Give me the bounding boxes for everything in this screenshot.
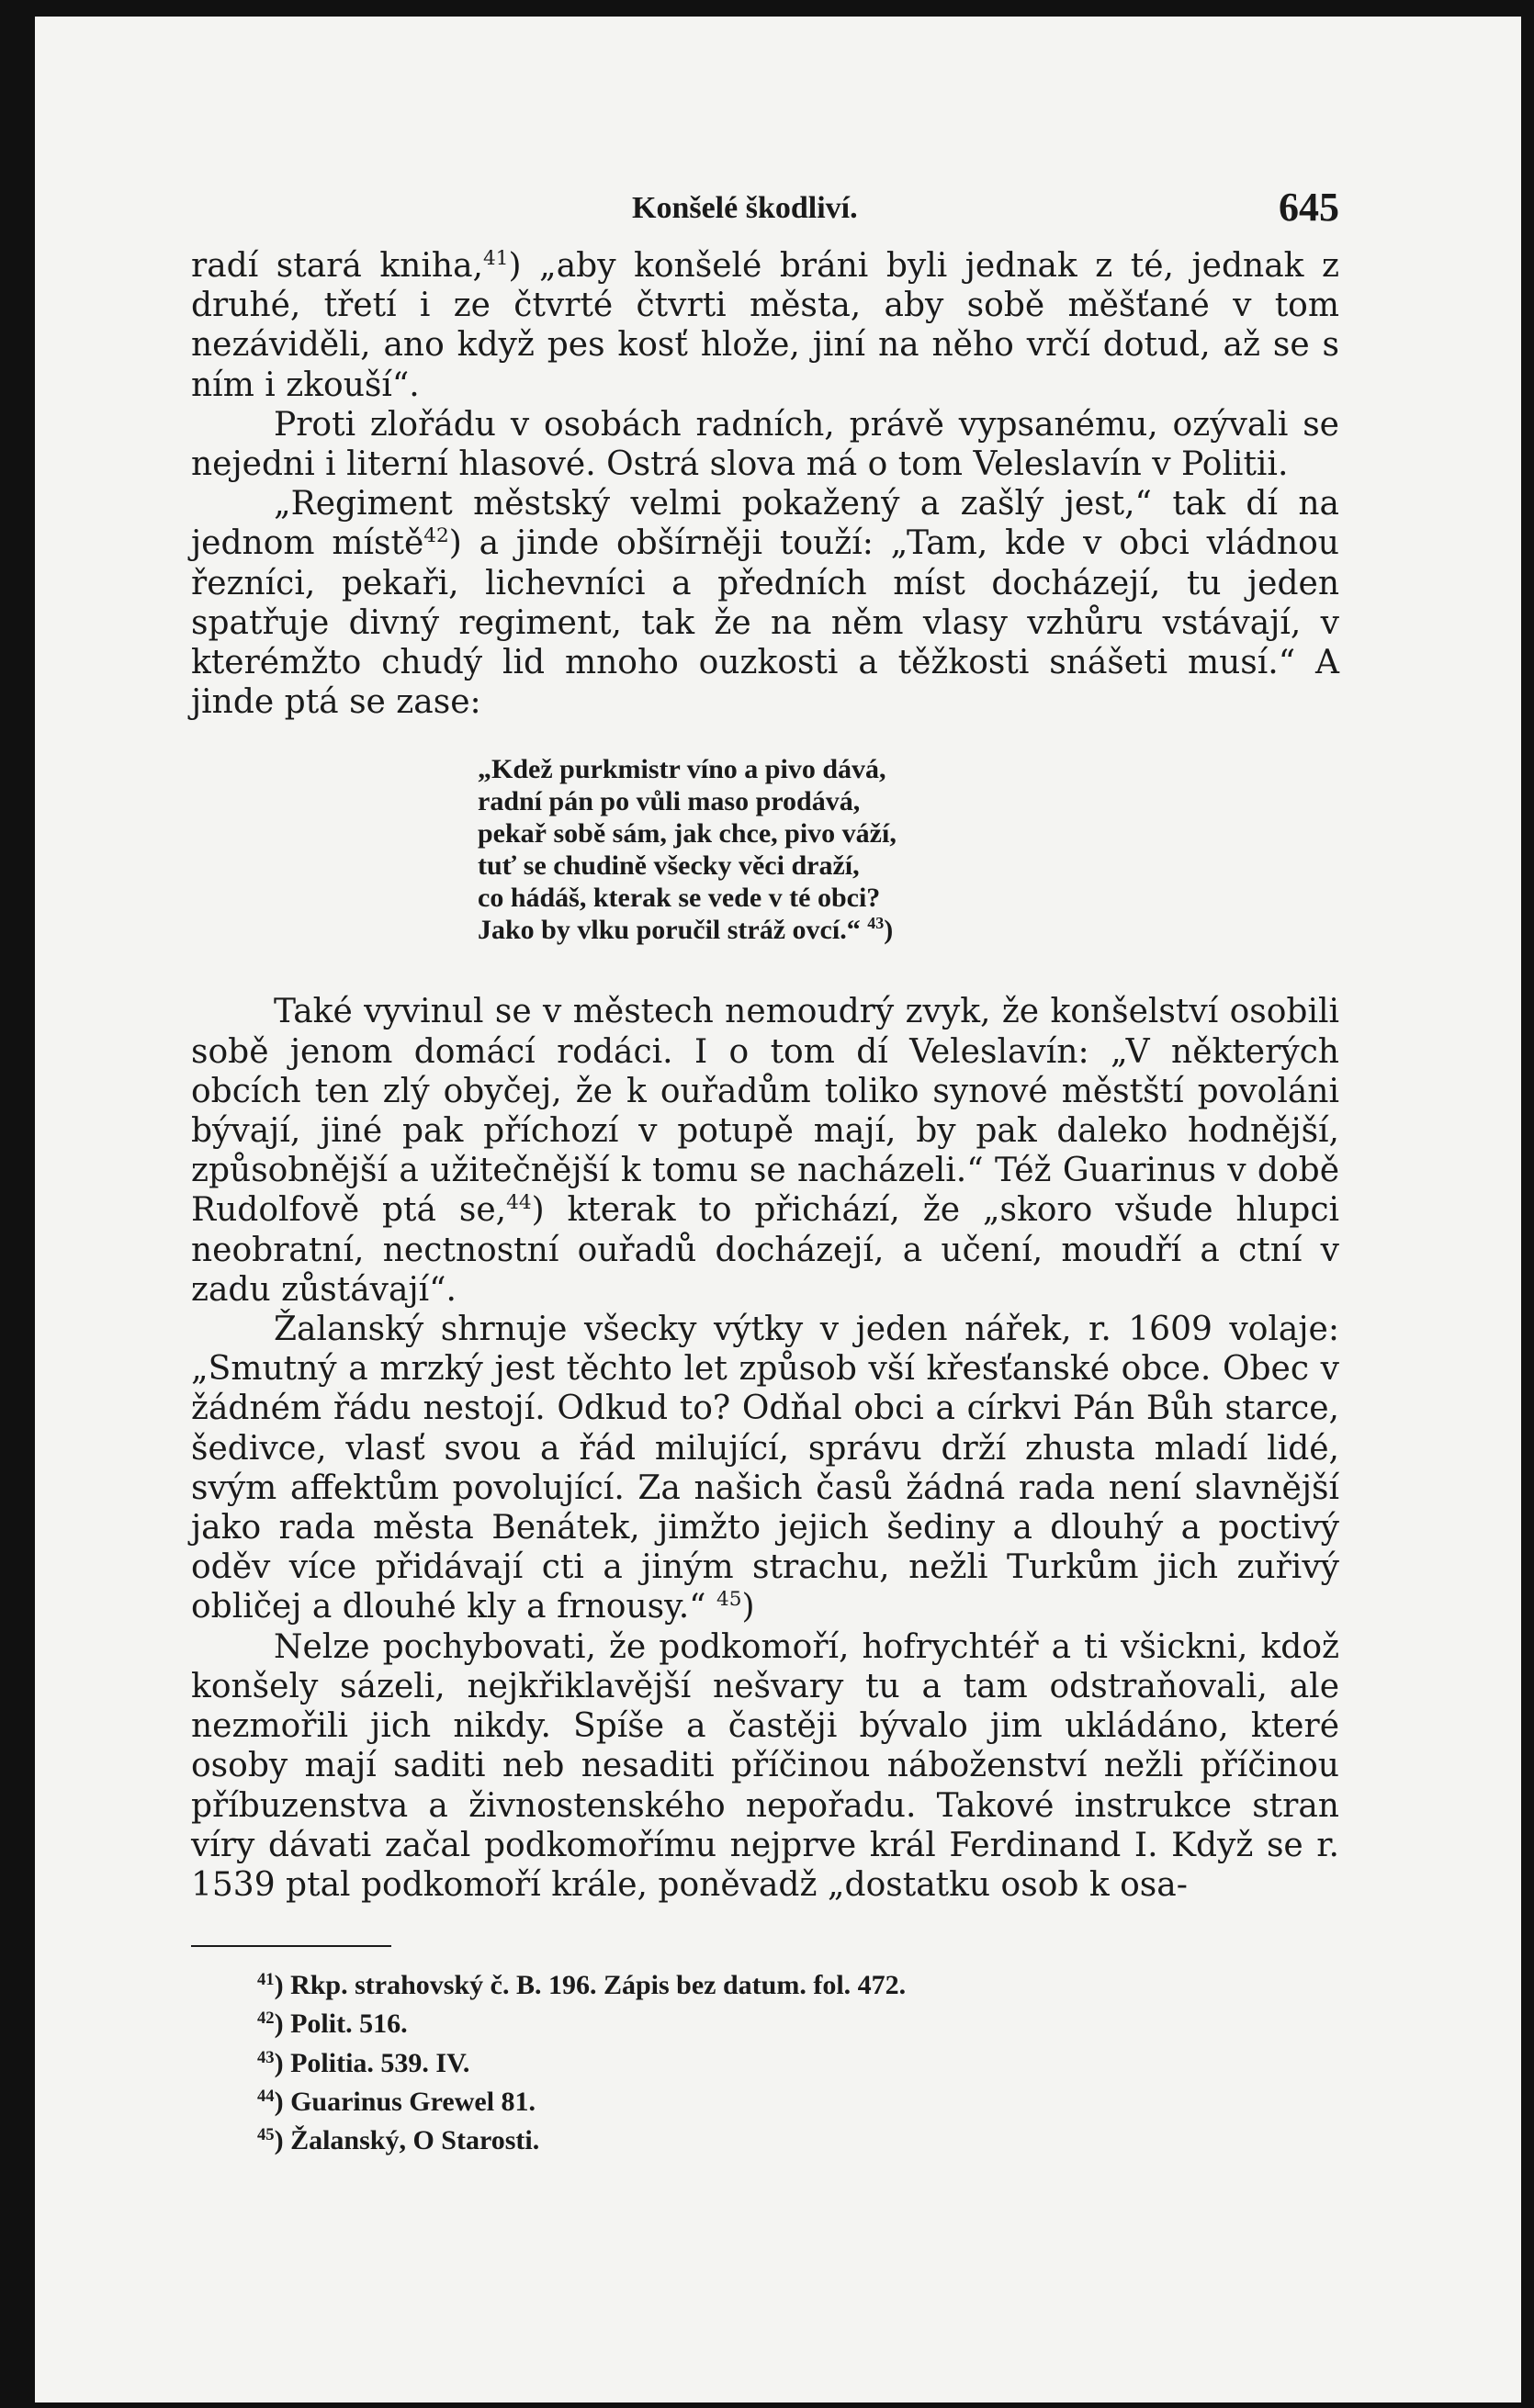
paragraph-6: Nelze pochybovati, že podkomoří, hofrychtéř a ti všickni, kdož konšely sázeli, nejkřiklavější nešvary tu a tam odstraňovali, ale nezmořili jich nikdy. Spíše a častěji bývalo jim ukládáno, které osoby mají saditi neb nesaditi příčinou náboženství nežli příčinou příbuzenstva a živnostenského nepořadu. Takové instrukce stran víry dávati začal podkomořímu nejprve král Ferdinand I. Když se r. 1539 ptal podkomoří krále, poněvadž „dostatku osob k osa- — [191, 1627, 1339, 1904]
footnote-text: ) Guarinus Grewel 81. — [274, 2086, 536, 2117]
footnotes — [257, 1964, 1339, 2157]
footnote — [257, 2080, 1339, 2119]
poem-quote — [478, 753, 1339, 946]
paragraph-1-rest: ) „aby konšelé bráni byli jednak z té, jednak z druhé, třetí i ze čtvrté čtvrti města, aby sobě měšťané v tom nezáviděli, ano když pes kosť hlože, jiní na něho vrčí dotud, až se s ním i zkouší“. — [191, 247, 1339, 404]
footnote-divider — [191, 1945, 391, 1947]
paragraph-1 — [191, 246, 1339, 405]
footnote-ref-45: 45 — [716, 1588, 742, 1612]
footnote-text: ) Politia. 539. IV. — [274, 2047, 470, 2078]
running-head: Konšelé škodliví. — [632, 191, 858, 225]
footnote-mark: 43 — [257, 2047, 275, 2067]
paragraph-5-rest: ) — [741, 1588, 755, 1626]
paragraph-2: Proti zlořádu v osobách radních, právě vypsanému, ozývali se nejedni i literní hlasové. Ostrá slova má o tom Veleslavín v Politii. — [191, 405, 1339, 484]
footnote-ref-42: 42 — [423, 524, 449, 548]
poem-line: co hádáš, kterak se vede v té obci? — [478, 883, 881, 914]
paragraph-3-start: „Regiment městský velmi pokažený a zašlý jest,“ tak dí na jednom místě — [191, 485, 1339, 563]
footnote-ref-44: 44 — [506, 1191, 532, 1215]
footnote-text: ) Polit. 516. — [274, 2009, 408, 2040]
footnote-text: ) Žalanský, O Starosti. — [274, 2125, 540, 2156]
poem-line: Jako by vlku poručil stráž ovcí.“ — [478, 915, 861, 946]
poem-line: pekař sobě sám, jak chce, pivo váží, — [478, 818, 897, 850]
poem-footnote-close: ) — [884, 915, 894, 946]
footnote — [257, 2002, 1339, 2041]
footnote-text: ) Rkp. strahovský č. B. 196. Zápis bez datum. fol. 472. — [274, 1970, 907, 2001]
footnote — [257, 2042, 1339, 2080]
poem-line: „Kdež purkmistr víno a pivo dává, — [478, 754, 886, 785]
page-number: 645 — [1279, 185, 1339, 230]
footnote-mark: 41 — [257, 1970, 275, 1990]
footnote-ref-41: 41 — [482, 247, 509, 271]
poem-line-last — [478, 914, 1339, 946]
footnote-mark: 42 — [257, 2009, 275, 2029]
paragraph-3-rest: ) a jinde obšírněji touží: „Tam, kde v obci vládnou řezníci, pekaři, lichevníci a předních míst docházejí, tu jeden spatřuje divný regiment, tak že na něm vlasy vzhůru vstávají, v kterémžto chudý lid mnoho ouzkosti a těžkosti snášeti musí.“ A jinde ptá se zase: — [191, 524, 1339, 722]
footnote-ref-43: 43 — [867, 914, 885, 933]
text-block — [191, 182, 1339, 2157]
page-header — [191, 182, 1339, 246]
footnote — [257, 2119, 1339, 2157]
footnote-mark: 44 — [257, 2086, 275, 2106]
paragraph-3 — [191, 484, 1339, 722]
footnote — [257, 1964, 1339, 2002]
poem-line: radní pán po vůli maso prodává, — [478, 786, 861, 817]
paragraph-5-start: Žalanský shrnuje všecky výtky v jeden nářek, r. 1609 volaje: „Smutný a mrzký jest těchto let způsob vší křesťanské obce. Obec v žádném řádu nestojí. Odkud to? Odňal obci a církvi Pán Bůh starce, šedivce, vlasť svou a řád milující, správu drží zhusta mladí lidé, svým affektům povolující. Za našich časů žádná rada není slavnější jako rada města Benátek, jimžto jejich šediny a dlouhý a poctivý oděv více přidávají cti a jiným strachu, nežli Turkům jich zuřivý obličej a dlouhé kly a frnousy.“ — [191, 1311, 1339, 1626]
book-page — [35, 17, 1521, 2402]
paragraph-1-start: radí stará kniha, — [191, 247, 483, 285]
paragraph-4-rest: ) kterak to přichází, že „skoro všude hlupci neobratní, nectnostní ouřadů docházejí, a učení, moudří a ctní v zadu zůstávají“. — [191, 1191, 1340, 1309]
footnote-mark: 45 — [257, 2124, 275, 2144]
paragraph-4 — [191, 992, 1339, 1310]
poem-line: tuť se chudině všecky věci draží, — [478, 850, 860, 882]
paragraph-4-start: Také vyvinul se v městech nemoudrý zvyk, že konšelství osobili sobě jenom domácí rodáci. I o tom dí Veleslavín: „V některých obcích ten zlý obyčej, že k ouřadům toliko synové městští povoláni bývají, jiné pak příchozí v potupě mají, by pak daleko hodnější, způsobnější a užitečnější k tomu se nacházeli.“ Též Guarinus v době Rudolfově ptá se, — [191, 993, 1339, 1230]
paragraph-5 — [191, 1310, 1339, 1627]
